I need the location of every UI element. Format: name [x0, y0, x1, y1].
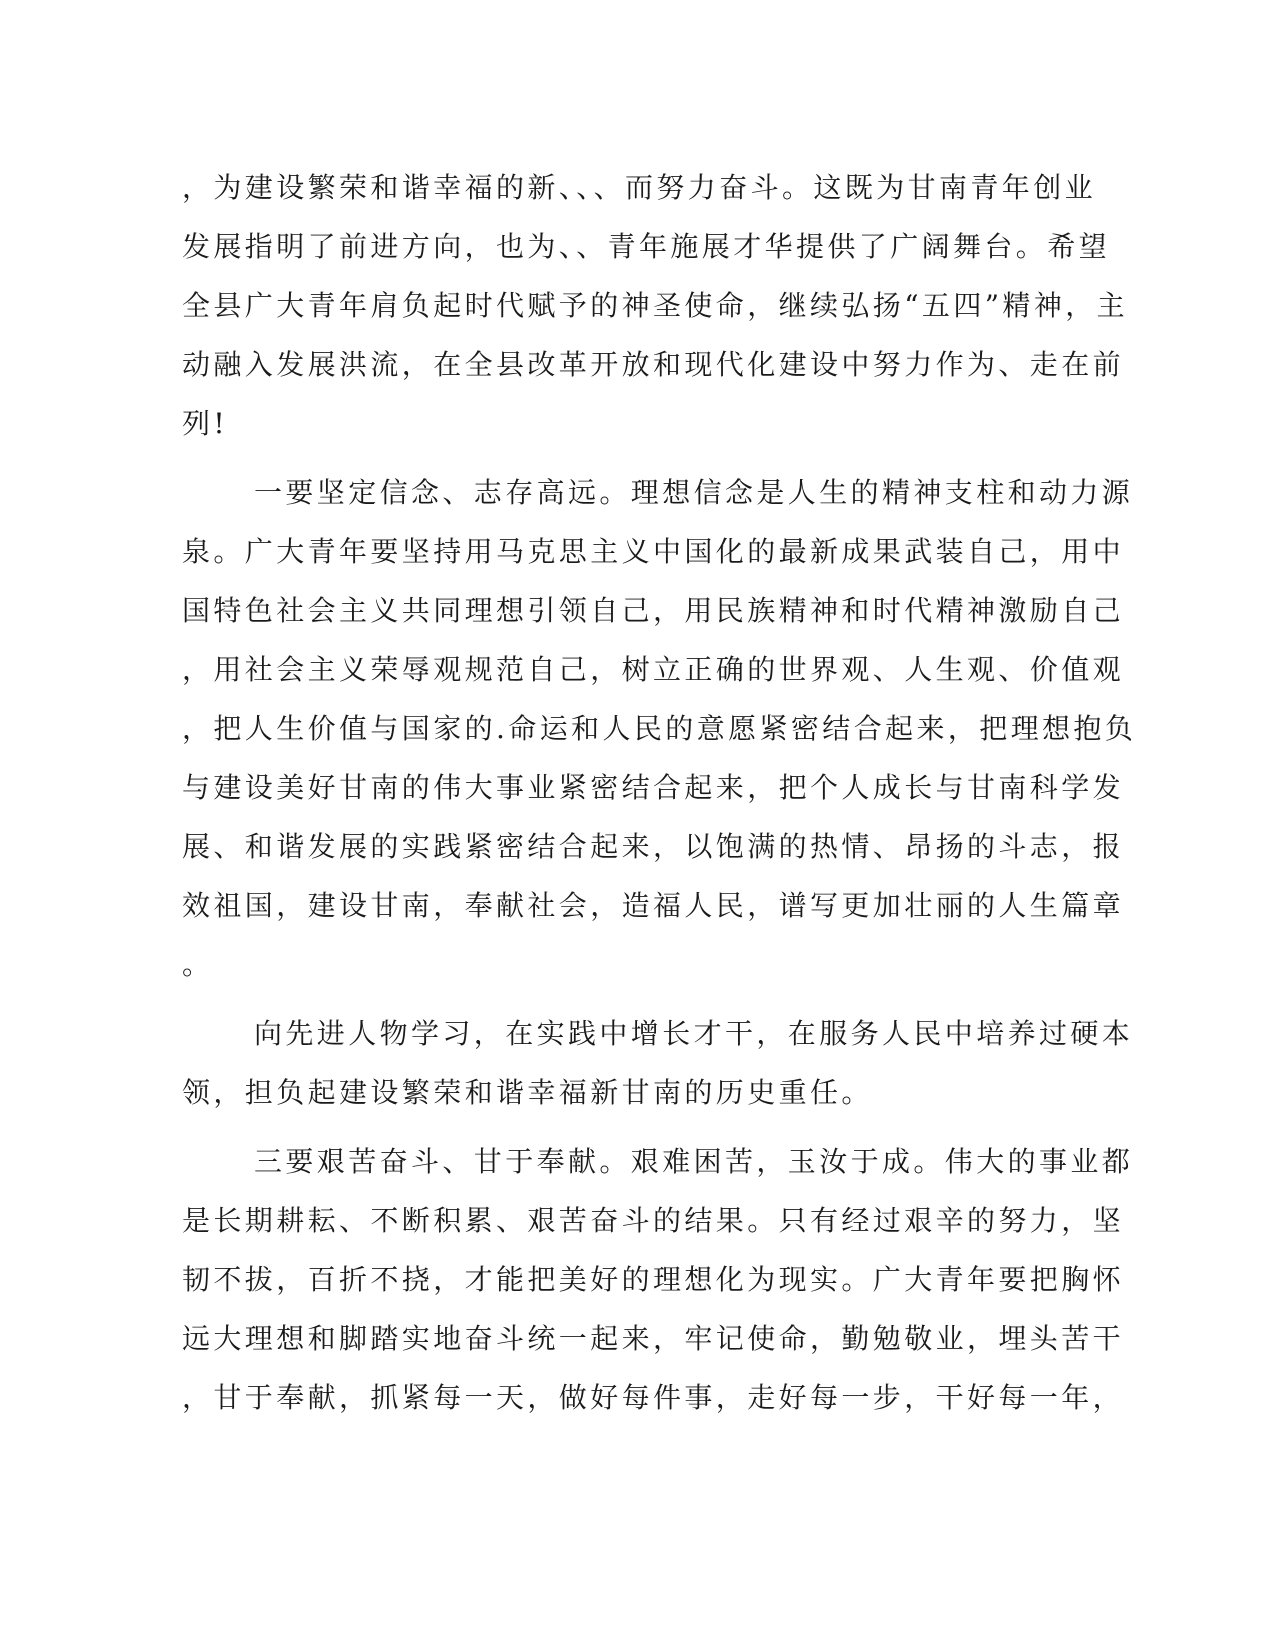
text-line: 发展指明了前进方向，也为、、青年施展才华提供了广阔舞台。希望 [182, 230, 1111, 263]
text-line: 。 [182, 948, 214, 981]
paragraph-start-line: 向先进人物学习，在实践中增长才干，在服务人民中培养过硬本 [254, 1017, 1134, 1050]
body-text [182, 158, 1137, 1427]
text-line: ，把人生价值与国家的.命运和人民的意愿紧密结合起来，把理想抱负 [182, 712, 1137, 745]
paragraph-start-line: 一要坚定信念、志存高远。理想信念是人生的精神支柱和动力源 [254, 476, 1134, 509]
text-line: 泉。广大青年要坚持用马克思主义中国化的最新成果武装自己，用中 [182, 535, 1125, 568]
text-line: 韧不拔，百折不挠，才能把美好的理想化为现实。广大青年要把胸怀 [182, 1263, 1125, 1296]
text-line: 远大理想和脚踏实地奋斗统一起来，牢记使命，勤勉敬业，埋头苦干 [182, 1322, 1125, 1355]
text-line: 领，担负起建设繁荣和谐幸福新甘南的历史重任。 [182, 1076, 873, 1109]
paragraph-start-line: 三要艰苦奋斗、甘于奉献。艰难困苦，玉汝于成。伟大的事业都 [254, 1145, 1134, 1178]
text-line: ，为建设繁荣和谐幸福的新、、、而努力奋斗。这既为甘南青年创业 [182, 171, 1097, 204]
text-line: 全县广大青年肩负起时代赋予的神圣使命，继续弘扬“五四”精神，主 [182, 289, 1129, 322]
text-line: 是长期耕耘、不断积累、艰苦奋斗的结果。只有经过艰辛的努力，坚 [182, 1204, 1125, 1237]
text-line: 展、和谐发展的实践紧密结合起来，以饱满的热情、昂扬的斗志，报 [182, 830, 1125, 863]
text-line: ，用社会主义荣辱观规范自己，树立正确的世界观、人生观、价值观 [182, 653, 1125, 686]
text-line: 列! [182, 407, 229, 440]
text-line: 与建设美好甘南的伟大事业紧密结合起来，把个人成长与甘南科学发 [182, 771, 1125, 804]
text-line: 国特色社会主义共同理想引领自己，用民族精神和时代精神激励自己 [182, 594, 1125, 627]
text-line: 效祖国，建设甘南，奉献社会，造福人民，谱写更加壮丽的人生篇章 [182, 889, 1125, 922]
text-line: ，甘于奉献，抓紧每一天，做好每件事，走好每一步，干好每一年， [182, 1381, 1125, 1414]
text-line: 动融入发展洪流，在全县改革开放和现代化建设中努力作为、走在前 [182, 348, 1125, 381]
